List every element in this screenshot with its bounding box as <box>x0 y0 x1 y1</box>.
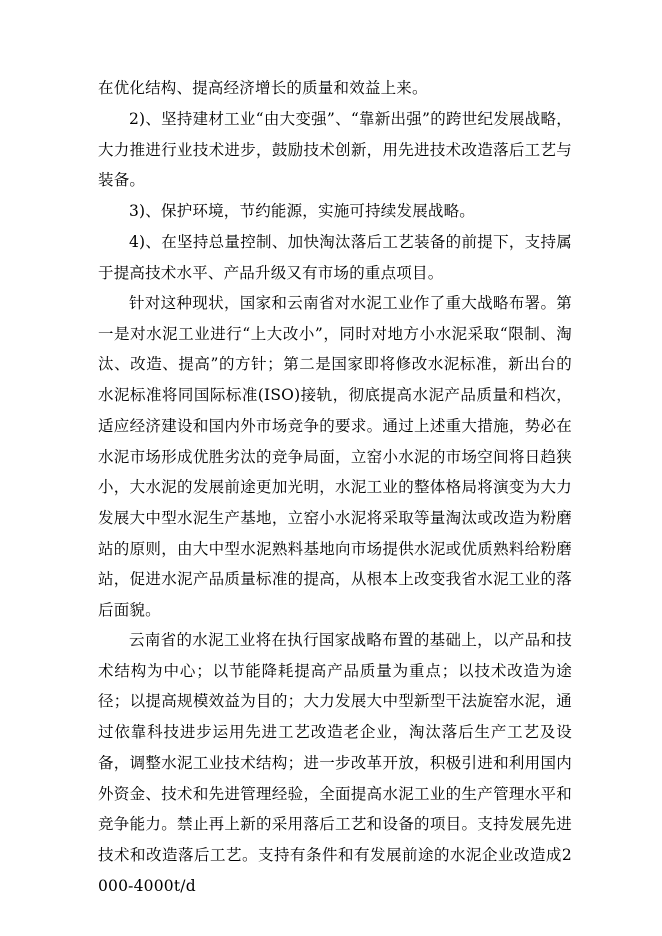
paragraph-yunnan-plan: 云南省的水泥工业将在执行国家战略布置的基础上，以产品和技术结构为中心；以节能降耗提高产品质量为重点；以技术改造为途径；以提高规模效益为目的；大力发展大中型新型干法旋窑水泥，通过依靠科技进步运用先进工艺改造老企业，淘汰落后生产工艺及设备，调整水泥工业技术结构；进一步改革开放，积极引进和利用国内外资金、技术和先进管理经验，全面提高水泥工业的生产管理水平和竞争能力。禁止再上新的采用落后工艺和设备的项目。支持发展先进技术和改造落后工艺。支持有条件和有发展前途的水泥企业改造成2000-4000t/d <box>98 631 572 895</box>
paragraph-continuation: 在优化结构、提高经济增长的质量和效益上来。 <box>98 79 428 97</box>
paragraph-item-4: 4)、在坚持总量控制、加快淘汰落后工艺装备的前提下，支持属于提高技术水平、产品升级又有市场的重点项目。 <box>98 233 572 282</box>
paragraph-national-strategy: 针对这种现状，国家和云南省对水泥工业作了重大战略布署。第一是对水泥工业进行“上大改小”，同时对地方小水泥采取“限制、淘汰、改造、提高”的方针；第二是国家即将修改水泥标准，新出台的水泥标准将同国际标准(ISO)接轨，彻底提高水泥产品质量和档次，适应经济建设和国内外市场竞争的要求。通过上述重大措施，势必在水泥市场形成优胜劣汰的竞争局面，立窑小水泥的市场空间将日趋狭小，大水泥的发展前途更加光明，水泥工业的整体格局将演变为大力发展大中型水泥生产基地，立窑小水泥将采取等量淘汰或改造为粉磨站的原则，由大中型水泥熟料基地向市场提供水泥或优质熟料给粉磨站，促进水泥产品质量标准的提高，从根本上改变我省水泥工业的落后面貌。 <box>98 294 572 620</box>
paragraph-item-2: 2)、坚持建材工业“由大变强”、“靠新出强”的跨世纪发展战略，大力推进行业技术进步，鼓励技术创新，用先进技术改造落后工艺与装备。 <box>98 110 572 190</box>
paragraph-item-3: 3)、保护环境，节约能源，实施可持续发展战略。 <box>129 202 476 220</box>
